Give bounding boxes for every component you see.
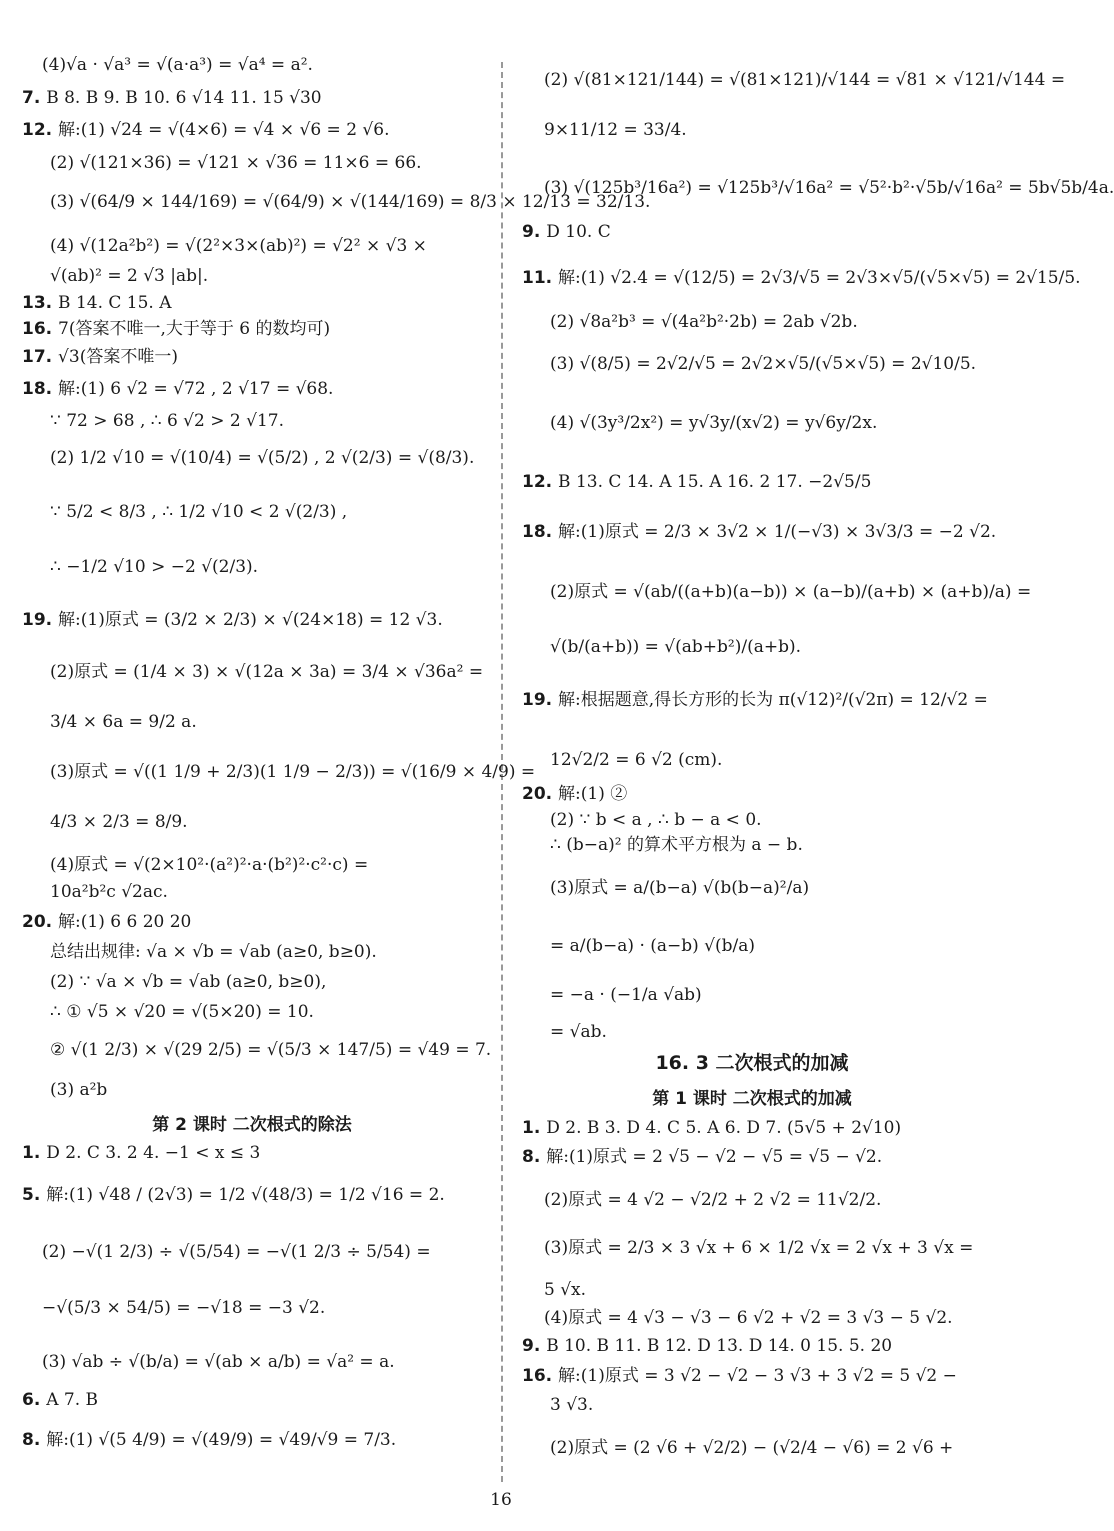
left-answer-line: ∴ −1/2 √10 > −2 √(2/3). bbox=[50, 557, 259, 577]
left-answer-line: −√(5/3 × 54/5) = −√18 = −3 √2. bbox=[42, 1298, 326, 1318]
left-answer-line: 16. 7(答案不唯一,大于等于 6 的数均可) bbox=[22, 319, 331, 339]
section-heading: 16. 3 二次根式的加减 bbox=[655, 1052, 849, 1074]
right-answer-line: (4) √(3y³/2x²) = y√3y/(x√2) = y√6y/2x. bbox=[550, 413, 878, 433]
left-answer-line: 10a²b²c √2ac. bbox=[50, 882, 168, 902]
right-answer-line: (2)原式 = (2 √6 + √2/2) − (√2/4 − √6) = 2 √6 + bbox=[550, 1438, 954, 1458]
left-answer-line: 5. 解:(1) √48 / (2√3) = 1/2 √(48/3) = 1/2 √16 = 2. bbox=[22, 1185, 445, 1205]
left-answer-line: (3) √ab ÷ √(b/a) = √(ab × a/b) = √a² = a. bbox=[42, 1352, 395, 1372]
right-answer-line: 9×11/12 = 33/4. bbox=[544, 120, 687, 140]
left-answer-line: ② √(1 2/3) × √(29 2/5) = √(5/3 × 147/5) = √49 = 7. bbox=[50, 1040, 492, 1060]
right-answer-line: √(b/(a+b)) = √(ab+b²)/(a+b). bbox=[550, 637, 801, 657]
right-answer-line: (2) √8a²b³ = √(4a²b²·2b) = 2ab √2b. bbox=[550, 312, 858, 332]
left-answer-line: (3) a²b bbox=[50, 1080, 108, 1100]
left-answer-line: 20. 解:(1) 6 6 20 20 bbox=[22, 912, 192, 932]
left-answer-line: (4) √(12a²b²) = √(2²×3×(ab)²) = √2² × √3 × bbox=[50, 236, 427, 256]
left-answer-line: 1. D 2. C 3. 2 4. −1 < x ≤ 3 bbox=[22, 1143, 261, 1163]
right-answer-line: 9. D 10. C bbox=[522, 222, 611, 242]
right-answer-line: 5 √x. bbox=[544, 1280, 587, 1300]
left-answer-line: (4)原式 = √(2×10²·(a²)²·a·(b²)²·c²·c) = bbox=[50, 855, 369, 875]
right-answer-line: 20. 解:(1) ② bbox=[522, 784, 628, 804]
left-answer-line: 19. 解:(1)原式 = (3/2 × 2/3) × √(24×18) = 12 √3. bbox=[22, 610, 443, 630]
left-answer-line: (2) 1/2 √10 = √(10/4) = √(5/2) , 2 √(2/3) = √(8/3). bbox=[50, 448, 475, 468]
left-answer-line: ∵ 5/2 < 8/3 , ∴ 1/2 √10 < 2 √(2/3) , bbox=[50, 502, 348, 522]
page-number: 16 bbox=[490, 1490, 512, 1510]
right-answer-line: 16. 解:(1)原式 = 3 √2 − √2 − 3 √3 + 3 √2 = 5 √2 − bbox=[522, 1366, 957, 1386]
right-answer-line: 11. 解:(1) √2.4 = √(12/5) = 2√3/√5 = 2√3×√5/(√5×√5) = 2√15/5. bbox=[522, 268, 1081, 288]
left-answer-line: 8. 解:(1) √(5 4/9) = √(49/9) = √49/√9 = 7/3. bbox=[22, 1430, 397, 1450]
right-answer-line: (3) √(8/5) = 2√2/√5 = 2√2×√5/(√5×√5) = 2√10/5. bbox=[550, 354, 977, 374]
left-answer-line: (2)原式 = (1/4 × 3) × √(12a × 3a) = 3/4 × √36a² = bbox=[50, 662, 484, 682]
left-answer-line: 17. √3(答案不唯一) bbox=[22, 347, 178, 367]
right-answer-line: (3) √(125b³/16a²) = √125b³/√16a² = √5²·b²·√5b/√16a² = 5b√5b/4a. bbox=[544, 178, 1114, 198]
left-answer-line: (4)√a · √a³ = √(a·a³) = √a⁴ = a². bbox=[42, 55, 313, 75]
left-answer-line: (3)原式 = √((1 1/9 + 2/3)(1 1/9 − 2/3)) = √(16/9 × 4/9) = bbox=[50, 762, 536, 782]
left-answer-line: 总结出规律: √a × √b = √ab (a≥0, b≥0). bbox=[50, 942, 377, 962]
right-answer-line: 12. B 13. C 14. A 15. A 16. 2 17. −2√5/5 bbox=[522, 472, 872, 492]
right-answer-line: 12√2/2 = 6 √2 (cm). bbox=[550, 750, 723, 770]
lesson-heading-left: 第 2 课时 二次根式的除法 bbox=[152, 1115, 352, 1135]
left-answer-line: 6. A 7. B bbox=[22, 1390, 99, 1410]
left-answer-line: (2) ∵ √a × √b = √ab (a≥0, b≥0), bbox=[50, 972, 327, 992]
right-answer-line: = a/(b−a) · (a−b) √(b/a) bbox=[550, 936, 756, 956]
left-answer-line: 12. 解:(1) √24 = √(4×6) = √4 × √6 = 2 √6. bbox=[22, 120, 390, 140]
right-answer-line: 19. 解:根据题意,得长方形的长为 π(√12)²/(√2π) = 12/√2 = bbox=[522, 690, 988, 710]
right-answer-line: (2)原式 = 4 √2 − √2/2 + 2 √2 = 11√2/2. bbox=[544, 1190, 882, 1210]
right-answer-line: (3)原式 = 2/3 × 3 √x + 6 × 1/2 √x = 2 √x + 3 √x = bbox=[544, 1238, 974, 1258]
right-answer-line: 8. 解:(1)原式 = 2 √5 − √2 − √5 = √5 − √2. bbox=[522, 1147, 883, 1167]
left-answer-line: (2) √(121×36) = √121 × √36 = 11×6 = 66. bbox=[50, 153, 422, 173]
left-answer-line: 4/3 × 2/3 = 8/9. bbox=[50, 812, 188, 832]
right-answer-line: = √ab. bbox=[550, 1022, 607, 1042]
left-answer-line: (3) √(64/9 × 144/169) = √(64/9) × √(144/169) = 8/3 × 12/13 = 32/13. bbox=[50, 192, 651, 212]
left-answer-line: ∴ ① √5 × √20 = √(5×20) = 10. bbox=[50, 1002, 314, 1022]
right-answer-line: (2)原式 = √(ab/((a+b)(a−b)) × (a−b)/(a+b) × (a+b)/a) = bbox=[550, 582, 1032, 602]
left-answer-line: ∵ 72 > 68 , ∴ 6 √2 > 2 √17. bbox=[50, 411, 284, 431]
left-answer-line: (2) −√(1 2/3) ÷ √(5/54) = −√(1 2/3 ÷ 5/54) = bbox=[42, 1242, 431, 1262]
right-answer-line: (3)原式 = a/(b−a) √(b(b−a)²/a) bbox=[550, 878, 810, 898]
right-answer-line: ∴ (b−a)² 的算术平方根为 a − b. bbox=[550, 835, 803, 855]
right-answer-line: (4)原式 = 4 √3 − √3 − 6 √2 + √2 = 3 √3 − 5 √2. bbox=[544, 1308, 953, 1328]
right-answer-line: (2) √(81×121/144) = √(81×121)/√144 = √81 × √121/√144 = bbox=[544, 70, 1066, 90]
right-answer-line: 3 √3. bbox=[550, 1395, 594, 1415]
left-answer-line: 13. B 14. C 15. A bbox=[22, 293, 172, 313]
left-answer-line: 3/4 × 6a = 9/2 a. bbox=[50, 712, 197, 732]
right-answer-line: = −a · (−1/a √ab) bbox=[550, 985, 702, 1005]
left-answer-line: 18. 解:(1) 6 √2 = √72 , 2 √17 = √68. bbox=[22, 379, 334, 399]
right-answer-line: (2) ∵ b < a , ∴ b − a < 0. bbox=[550, 810, 762, 830]
right-answer-line: 18. 解:(1)原式 = 2/3 × 3√2 × 1/(−√3) × 3√3/3 = −2 √2. bbox=[522, 522, 997, 542]
lesson-heading-right: 第 1 课时 二次根式的加减 bbox=[652, 1089, 852, 1109]
right-answer-line: 9. B 10. B 11. B 12. D 13. D 14. 0 15. 5. 20 bbox=[522, 1336, 893, 1356]
left-answer-line: 7. B 8. B 9. B 10. 6 √14 11. 15 √30 bbox=[22, 88, 322, 108]
left-answer-line: √(ab)² = 2 √3 |ab|. bbox=[50, 266, 209, 286]
right-answer-line: 1. D 2. B 3. D 4. C 5. A 6. D 7. (5√5 + 2√10) bbox=[522, 1118, 902, 1138]
